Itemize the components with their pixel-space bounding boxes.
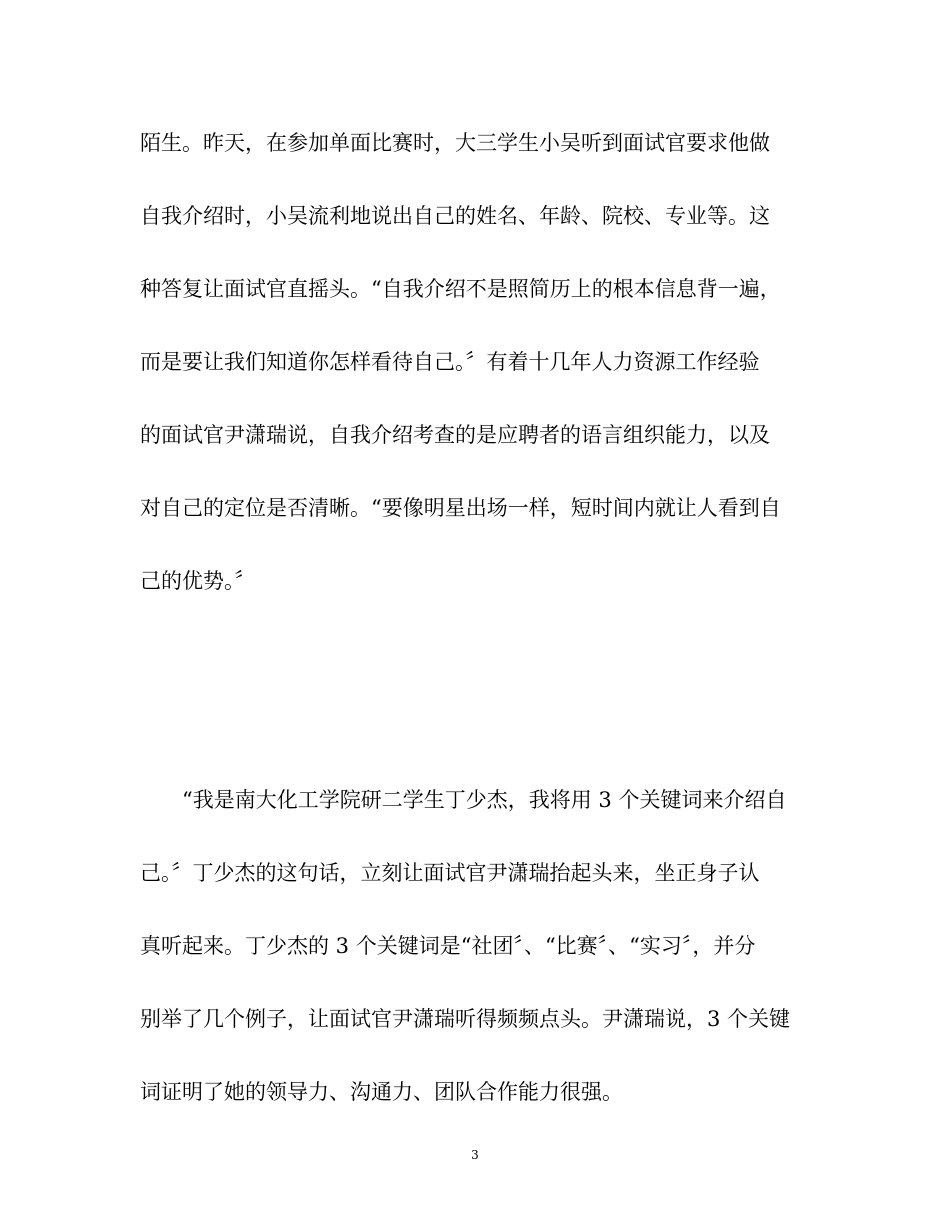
page-number: 3 [471, 1148, 479, 1162]
text-line: 真听起来。丁少杰的 3 个关键词是“社团〞、“比赛〞、“实习〞，并分 [140, 934, 756, 958]
text-line: “我是南大化工学院研二学生丁少杰，我将用 3 个关键词来介绍自 [182, 788, 787, 812]
text-line: 己的优势。〞 [140, 569, 256, 593]
text-line: 陌生。昨天，在参加单面比赛时，大三学生小吴听到面试官要求他做 [140, 131, 770, 155]
text-line: 别举了几个例子，让面试官尹潇瑞听得频频点头。尹潇瑞说，3 个关键 [140, 1007, 791, 1031]
text-line: 种答复让面试官直摇头。“自我介绍不是照简历上的根本信息背一遍， [140, 277, 781, 301]
text-line: 己。〞丁少杰的这句话，立刻让面试官尹潇瑞抬起头来，坐正身子认 [140, 861, 760, 885]
text-line: 的面试官尹潇瑞说，自我介绍考查的是应聘者的语言组织能力，以及 [140, 423, 770, 447]
text-line: 对自己的定位是否清晰。“要像明星出场一样，短时间内就让人看到自 [140, 496, 781, 520]
text-line: 自我介绍时，小吴流利地说出自己的姓名、年龄、院校、专业等。这 [140, 204, 770, 228]
text-line: 词证明了她的领导力、沟通力、团队合作能力很强。 [140, 1080, 623, 1104]
text-line: 而是要让我们知道你怎样看待自己。〞有着十几年人力资源工作经验 [140, 350, 760, 374]
